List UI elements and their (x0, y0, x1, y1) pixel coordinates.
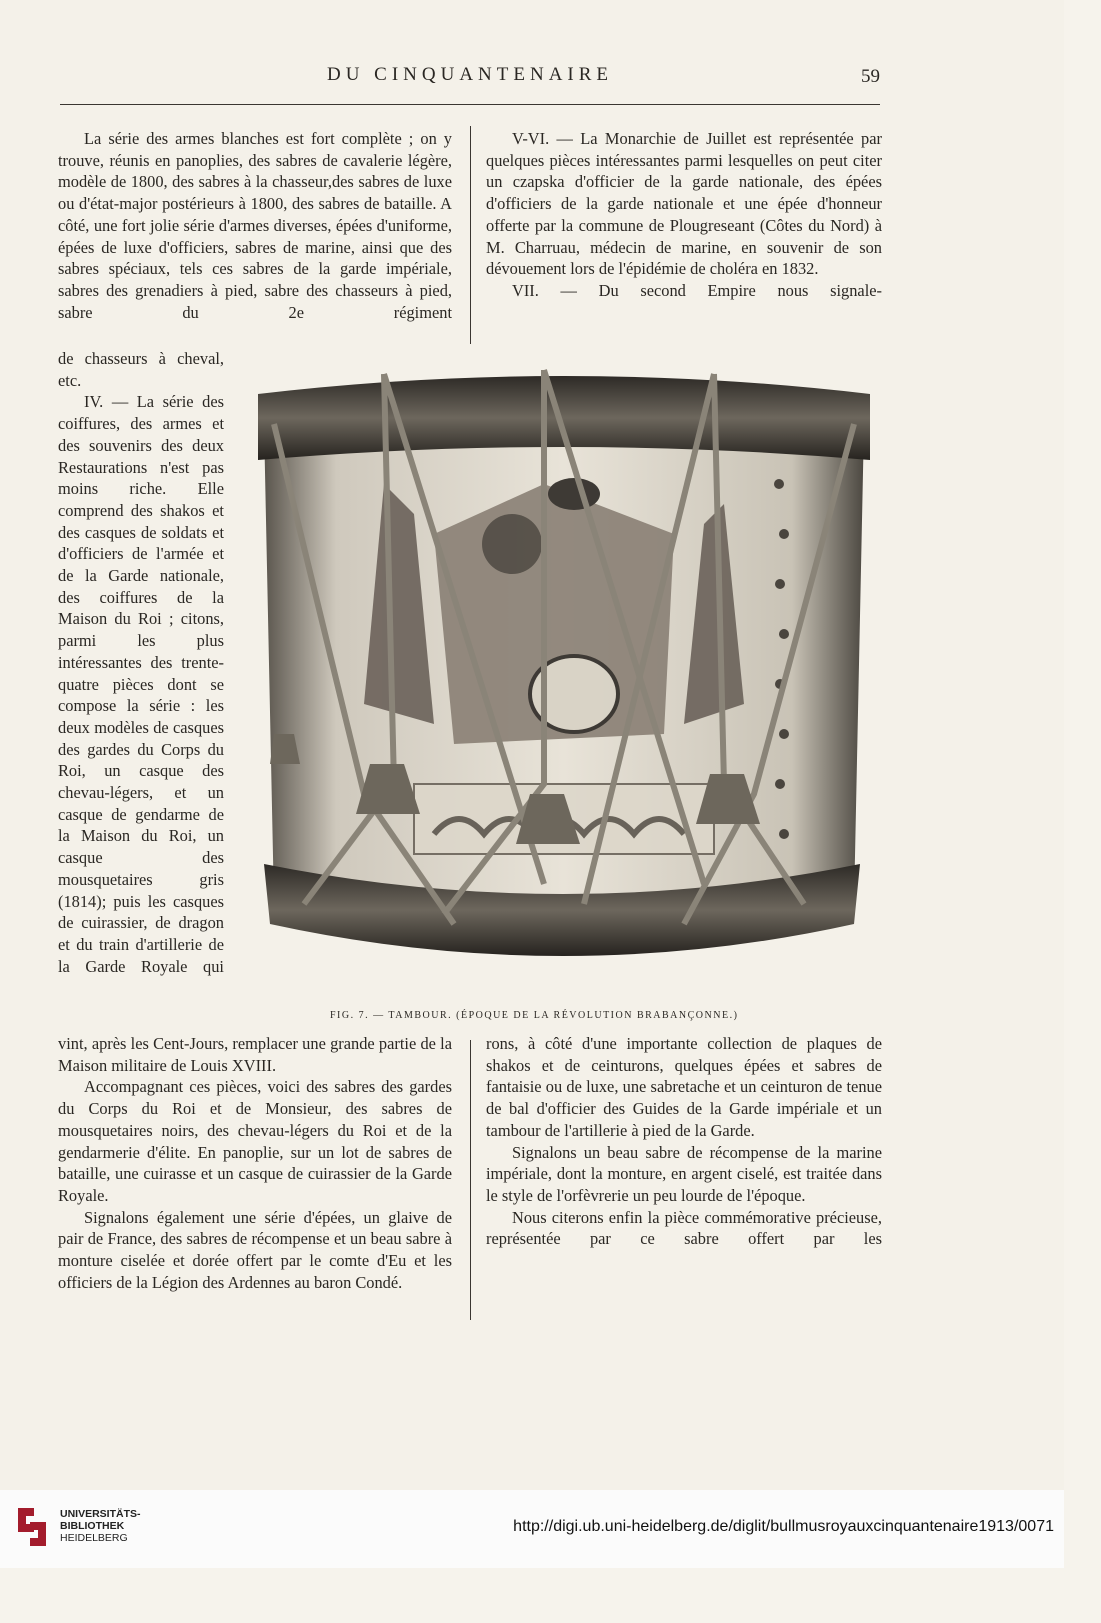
running-title: DU CINQUANTENAIRE (326, 64, 614, 85)
right-column-top (486, 128, 882, 302)
paragraph: VII. — Du second Empire nous signale- (512, 280, 882, 300)
column-divider-top (470, 126, 471, 344)
library-name (60, 1508, 141, 1544)
left-column-top (58, 128, 452, 323)
paragraph: rons, à côté d'une importante collection de plaques de shakos et de ceinturons, quelques épées et sabres de fantaisie ou de luxe, une sabretache et un ceinturon de tenue de bal d'officier des Guides de la Garde impériale et un tambour de l'artillerie à pied de la Garde. (486, 1034, 882, 1140)
paragraph: IV. — La série des coiffures, des armes et des souvenirs des deux Restaurations n'est pas moins riche. Elle comprend des shakos et des casques de soldats et d'officiers de l'armée et de la Garde nationale, des coiffures de la Maison du Roi ; citons, parmi les plus intéressantes des trente-quatre pièces dont se compose la série : les deux modèles de casques des gardes du Corps du Roi, un casque des chevau-légers, et un casque de gendarme de la Maison du Roi, un casque des mousquetaires gris (1814); puis les casques de cuirassier, de dragon et du train d'artillerie de la Garde Royale qui (58, 392, 224, 976)
drum-illustration (244, 364, 884, 996)
paragraph: Accompagnant ces pièces, voici des sabres des gardes du Corps du Roi et de Monsieur, des sabres de mousquetaires noirs, des chevau-légers du Roi et de la gendarmerie d'élite. En panoplie, sur un lot de sabres de bataille, une cuirasse et un casque de cuirassier de la Garde Royale. (58, 1077, 452, 1205)
figure-caption: FIG. 7. — TAMBOUR. (ÉPOQUE DE LA RÉVOLUTION BRABANÇONNE.) (330, 1010, 739, 1021)
column-divider-bottom (470, 1040, 471, 1320)
library-line: BIBLIOTHEK (60, 1520, 125, 1532)
running-header (60, 62, 880, 92)
paragraph: de chasseurs à cheval, etc. (58, 349, 224, 390)
library-line: UNIVERSITÄTS- (60, 1508, 141, 1520)
paragraph: Signalons également une série d'épées, un glaive de pair de France, des sabres de récompense et un beau sabre à monture ciselée et dorée offert par le comte d'Eu et les officiers de la Légion des Ardennes au baron Condé. (58, 1207, 452, 1292)
right-column-bottom (486, 1033, 882, 1250)
library-logo-icon (12, 1504, 52, 1555)
library-footer (0, 1490, 1064, 1568)
source-url-link[interactable]: http://digi.ub.uni-heidelberg.de/diglit/bullmusroyauxcinquantenaire1913/0071 (513, 1518, 1054, 1535)
paragraph: Signalons un beau sabre de récompense de la marine impériale, dont la monture, en argent ciselé, est traitée dans le style de l'orfèvrerie un peu lourde de l'époque. (486, 1142, 882, 1205)
paragraph: vint, après les Cent-Jours, remplacer une grande partie de la Maison militaire de Louis XVIII. (58, 1034, 452, 1075)
page-number: 59 (861, 66, 880, 87)
library-line: HEIDELBERG (60, 1532, 128, 1544)
header-rule (60, 104, 880, 105)
left-column-bottom (58, 1033, 452, 1293)
paragraph: V-VI. — La Monarchie de Juillet est représentée par quelques pièces intéressantes parmi lesquelles on peut citer un czapska d'officier de la garde nationale, des épées d'officiers de la garde nationale et une épée d'honneur offerte par la commune de Plougreseant (Côtes du Nord) à M. Charruau, médecin de marine, en souvenir de son dévouement lors de l'épidémie de choléra en 1832. (486, 129, 882, 279)
paragraph: La série des armes blanches est fort complète ; on y trouve, réunis en panoplies, des sabres de cavalerie légère, modèle de 1800, des sabres à la chasseur,des sabres de luxe ou d'état-major postérieurs à 1800, des sabres de bataille. A côté, une fort jolie série d'armes diverses, épées d'uniforme, épées de luxe d'officiers, sabres de marine, ainsi que des sabres spéciaux, tels ces sabres de la garde impériale, sabres des grenadiers à pied, sabre des chasseurs à pied, sabre du 2e régiment (58, 129, 452, 322)
left-column-narrow (58, 348, 224, 977)
paragraph: Nous citerons enfin la pièce commémorative précieuse, représentée par ce sabre offert par les (486, 1207, 882, 1249)
